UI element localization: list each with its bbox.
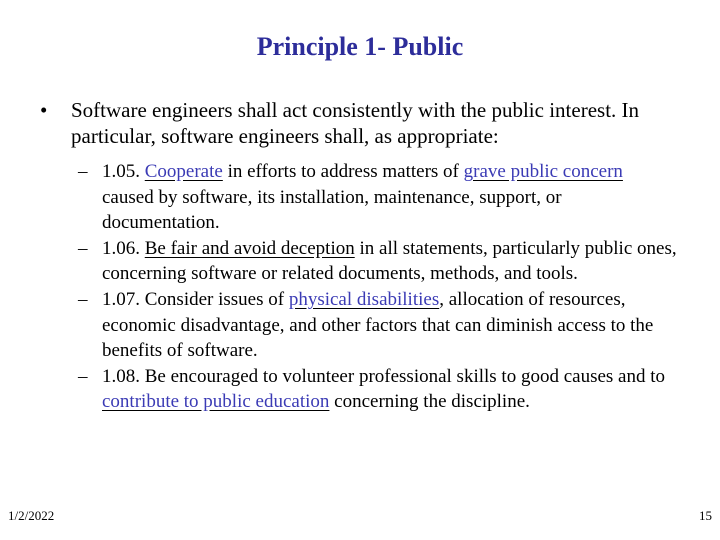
item-number: 1.05. <box>102 161 140 182</box>
item-text: in efforts to address matters of <box>227 161 459 182</box>
item-text: caused by software, its installation, maintenance, support, or documentation. <box>102 186 562 234</box>
page-number: 15 <box>699 508 712 523</box>
dash-icon: – <box>78 288 88 310</box>
main-bullet <box>40 97 690 149</box>
link-physical-disabilities[interactable]: physical disabilities <box>288 288 440 310</box>
dash-icon: – <box>78 237 88 259</box>
link-grave-public-concern[interactable]: grave public concern <box>463 161 623 182</box>
footer-date: 1/2/2022 <box>8 508 55 523</box>
item-text: Consider issues of <box>144 288 285 310</box>
slide-title: Principle 1- Public <box>256 32 464 61</box>
item-text: concerning the discipline. <box>334 391 530 413</box>
item-text: , allocation of resources, economic disadvantage, and other factors that can diminish access to the benefits of software. <box>102 288 654 362</box>
link-contribute-public-education[interactable]: contribute to public education <box>102 391 330 413</box>
principle-list <box>78 159 678 415</box>
dash-icon: – <box>78 161 88 182</box>
item-number: 1.08. <box>102 365 140 387</box>
bullet-icon: • <box>40 98 48 122</box>
item-text: in all statements, particularly public ones, concerning software or related documents, methods, and tools. <box>102 237 677 285</box>
list-item <box>78 236 678 287</box>
item-number: 1.06. <box>102 237 140 259</box>
list-item <box>78 159 678 236</box>
link-cooperate[interactable]: Cooperate <box>144 161 223 182</box>
item-text: Be encouraged to volunteer professional skills to good causes and to <box>144 365 666 387</box>
list-item <box>78 287 678 364</box>
main-bullet-row <box>40 97 690 149</box>
dash-icon: – <box>78 365 88 387</box>
item-number: 1.07. <box>102 288 140 310</box>
list-item <box>78 364 678 415</box>
underlined-be-fair: Be fair and avoid deception <box>144 237 355 259</box>
main-bullet-text: Software engineers shall act consistently with the public interest. In particular, software engineers shall, as appropriate: <box>71 98 640 148</box>
